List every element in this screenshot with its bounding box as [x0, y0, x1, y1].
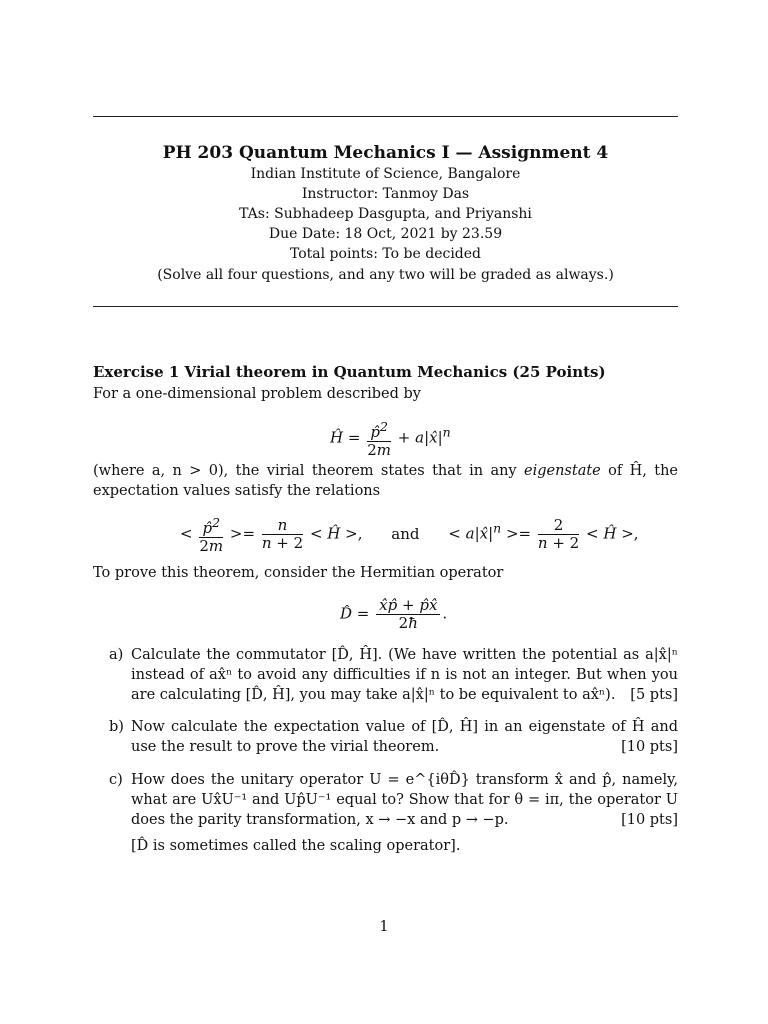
teaching-assistants: TAs: Subhadeep Dasgupta, and Priyanshi	[239, 206, 532, 222]
hermitian-operator-intro: To prove this theorem, consider the Hermitian operator	[93, 565, 504, 581]
item-text: How does the unitary operator U = e^{iθD̂} transform x̂ and p̂, namely, what are Ux̂U⁻¹ and Up̂U⁻¹ equal to? Show that for θ = iπ, the operator U does the parity transformation, x → −x and p → −p.	[131, 772, 678, 828]
item-label: a)	[109, 647, 124, 663]
question-item	[93, 770, 678, 830]
question-item	[93, 717, 678, 757]
item-label: b)	[109, 719, 124, 735]
assignment-title: PH 203 Quantum Mechanics I — Assignment 4	[162, 143, 609, 163]
scaling-operator-equation: D̂ = $\frac{x̂p̂ + p̂x̂}{2ħ}$ .	[340, 596, 448, 632]
exercise-intro: For a one-dimensional problem described by	[93, 386, 421, 402]
virial-relations: < $\frac{p̂^2}{2m}$ >= $\frac{n}{n + 2}$ < Ĥ >, and < $a|x̂|^n$ >= $\frac{2}{n + 2}$ < Ĥ >,	[180, 515, 639, 555]
item-label: c)	[109, 772, 123, 788]
exercise-heading: Exercise 1 Virial theorem in Quantum Mechanics (25 Points)	[93, 363, 606, 381]
scaling-note: [D̂ is sometimes called the scaling operator].	[131, 838, 461, 854]
item-points: [10 pts]	[621, 812, 678, 828]
item-points: [5 pts]	[630, 687, 678, 703]
item-points: [10 pts]	[621, 739, 678, 755]
question-item	[93, 645, 678, 705]
hamiltonian-equation: Ĥ = $\frac{p̂^2}{2m}$ + $a|x̂|^n$	[330, 419, 451, 459]
due-date: Due Date: 18 Oct, 2021 by 23.59	[268, 226, 503, 242]
item-text: Calculate the commutator [D̂, Ĥ]. (We have written the potential as a|x̂|ⁿ instead of ax̂ⁿ to avoid any difficulties if n is not an integer. But when you are calculating [D̂, Ĥ], you may take a|x̂|ⁿ to be equivalent to ax̂ⁿ).	[131, 647, 678, 703]
instructor: Instructor: Tanmoy Das	[301, 186, 470, 202]
total-points: Total points: To be decided	[289, 246, 482, 262]
grading-note: (Solve all four questions, and any two will be graded as always.)	[157, 267, 614, 283]
page-number: 1	[379, 919, 389, 935]
item-text: Now calculate the expectation value of [D̂, Ĥ] in an eigenstate of Ĥ and use the result to prove the virial theorem.	[131, 719, 678, 755]
virial-statement: (where a, n > 0), the virial theorem states that in any eigenstate of Ĥ, the expectation values satisfy the relations	[93, 463, 678, 499]
top-rule	[93, 116, 678, 117]
bottom-rule	[93, 306, 678, 307]
institute: Indian Institute of Science, Bangalore	[250, 166, 521, 182]
